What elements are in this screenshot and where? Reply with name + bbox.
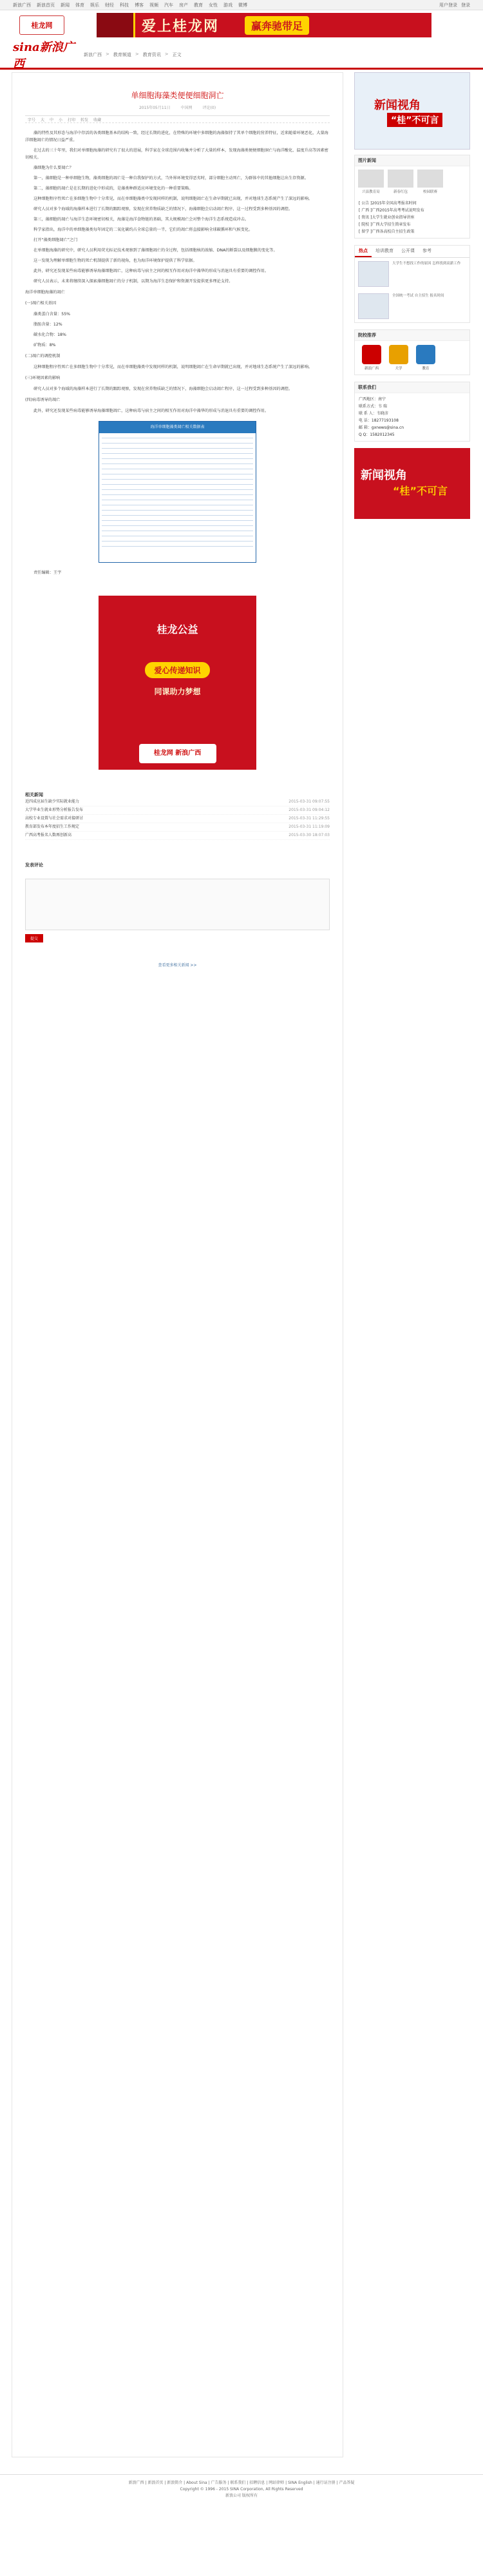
- editor: 责任编辑：王宇: [33, 571, 62, 575]
- related-list: [25, 798, 330, 840]
- box-title: 院校推荐: [355, 330, 469, 341]
- crumb-current: 正文: [172, 52, 182, 57]
- tab-box: [354, 245, 470, 323]
- promo-line-2: “桂”不可言: [387, 113, 442, 127]
- comment-count[interactable]: 评论(0): [202, 106, 216, 110]
- font-large-button[interactable]: 大: [41, 117, 45, 122]
- mini-text[interactable]: 全国统一考试 自主招生 报名时间: [392, 294, 444, 298]
- footer-link[interactable]: SINA English: [288, 2481, 312, 2485]
- box-title: 联系我们: [355, 382, 469, 393]
- font-medium-button[interactable]: 中: [50, 117, 54, 122]
- contact-line: 电 话：18277193108: [359, 418, 399, 423]
- contact-line: 广西地区：南宁: [359, 397, 386, 402]
- paragraph: 研究人员对多个海域的海藻样本进行了长期的跟踪观察，发现在营养物质缺乏的情况下，海藻细胞会启动凋亡程序，这一过程受到多种基因的调控。: [33, 387, 293, 391]
- box-title: 图片新闻: [355, 155, 469, 166]
- section-heading: 海洋单细胞海藻的凋亡: [25, 290, 65, 295]
- school-icon[interactable]: [414, 345, 437, 371]
- related-item[interactable]: [25, 815, 330, 823]
- paragraph: 藻细胞为什么要凋亡？: [33, 166, 73, 170]
- related-item[interactable]: [25, 832, 330, 840]
- more-related-link[interactable]: 查看更多相关新闻 >>: [158, 963, 197, 968]
- photo-news-box: [354, 155, 470, 239]
- list-value: 脂肪含量：12%: [33, 322, 62, 327]
- paragraph: 此外，研究还发现某些病毒能够诱导海藻细胞凋亡，这种病毒与宿主之间的相互作用对海洋中藻华的形成与消退具有重要的调控作用。: [33, 269, 269, 273]
- news-link[interactable]: [ 广西 ]广西2015年高考考试说明发布: [359, 208, 424, 213]
- top-link[interactable]: 游戏: [223, 2, 232, 8]
- mini-image: [358, 293, 389, 319]
- top-link[interactable]: 科技: [120, 2, 129, 8]
- related-item-title[interactable]: 高校专业设置与社会需求对接研讨: [25, 816, 84, 821]
- charity-slogan-2: 同课助力梦想: [154, 687, 201, 696]
- school-box: [354, 329, 470, 375]
- footer-links: 新浪广西 | 新浪首页 | 新浪简介 | About Sina | 广告服务 | 联系我们 | 招聘信息 | 网站律师 | SINA English | 通行证注册 | 产品答疑: [128, 2481, 355, 2485]
- crumb-sep: >: [164, 51, 169, 57]
- related-item-date: 2015-03-31 09:04:12: [289, 808, 330, 812]
- footer-link[interactable]: 网站律师: [269, 2481, 285, 2485]
- mini-item[interactable]: [355, 290, 469, 322]
- top-link[interactable]: 女性: [209, 2, 218, 8]
- related-item-date: 2015-03-31 11:29:55: [289, 816, 330, 821]
- favorite-button[interactable]: 收藏: [93, 117, 102, 122]
- news-link[interactable]: [ 留学 ]广西各高校自主招生政策: [359, 229, 415, 234]
- footer-link[interactable]: 招聘信息: [249, 2481, 265, 2485]
- main-nav: [0, 41, 483, 70]
- school-label: 教育: [422, 367, 430, 371]
- footer-link[interactable]: 产品答疑: [339, 2481, 355, 2485]
- related-item-date: 2015-03-31 09:07:55: [289, 799, 330, 804]
- charity-logo: 桂龙网 新浪广西: [139, 744, 216, 763]
- mini-text[interactable]: 大学生不想找工作的原因 怎样找到高薪工作: [392, 262, 461, 266]
- crumb-news[interactable]: 教育资讯: [142, 52, 161, 57]
- school-label: 大学: [395, 367, 402, 371]
- top-link[interactable]: 新浪广西: [13, 2, 31, 8]
- paragraph: 在单细胞海藻的研究中，研究人员利用荧光标记技术观察到了藻细胞凋亡的全过程，包括细胞核的浓缩、DNA的断裂以及细胞膜的变化等。: [33, 248, 278, 253]
- footer-link[interactable]: 联系我们: [230, 2481, 246, 2485]
- top-link[interactable]: 体育: [75, 2, 84, 8]
- font-size-label: 字号: [28, 117, 36, 122]
- top-link[interactable]: 新闻: [61, 2, 70, 8]
- article-meta: [25, 104, 330, 110]
- ad-image: [97, 13, 135, 37]
- section-heading: (一)凋亡相关基因: [25, 301, 57, 306]
- tab-hot[interactable]: 热点: [355, 246, 372, 257]
- comment-textarea[interactable]: [25, 879, 330, 930]
- footer-link[interactable]: 新浪首页: [147, 2481, 164, 2485]
- crumb-home[interactable]: 新浪广西: [84, 52, 102, 57]
- top-link[interactable]: 财经: [105, 2, 114, 8]
- related-item-title[interactable]: 大学毕业生就业形势分析报告发布: [25, 808, 84, 812]
- related-item-title[interactable]: 教育部发布本年度招生工作规定: [25, 825, 80, 829]
- article-toolbar: [25, 115, 330, 123]
- promo-banner-2[interactable]: [354, 448, 470, 519]
- top-link[interactable]: 视频: [149, 2, 158, 8]
- top-link[interactable]: 娱乐: [90, 2, 99, 8]
- footer-link[interactable]: About Sina: [186, 2481, 207, 2485]
- contact-line: 联 系 人：韦晓彦: [359, 411, 388, 416]
- promo-line-1: 新闻视角: [361, 469, 407, 482]
- print-button[interactable]: 打印: [68, 117, 76, 122]
- paragraph: 第一，藻细胞是一种单细胞生物，藻类细胞的凋亡是一种自我保护的方式，当外界环境变得恶劣时，部分细胞主动死亡，为群体中的其他细胞让出生存资源。: [33, 176, 308, 181]
- news-link[interactable]: [ 资讯 ]大学生就业创业指导讲座: [359, 215, 415, 220]
- top-link[interactable]: 博客: [135, 2, 144, 8]
- promo-line-1: 新闻视角: [374, 99, 421, 112]
- list-value: 碳水化合物：18%: [33, 333, 66, 337]
- ad-title: 爱上桂龙网: [142, 17, 220, 35]
- school-label: 新浪广西: [364, 367, 379, 371]
- paragraph: 第三，藻细胞的凋亡与海洋生态环境密切相关，海藻是海洋食物链的基础，其大规模凋亡会对整个海洋生态系统造成冲击。: [33, 217, 249, 222]
- ad-slogan: 赢奔驰带足: [245, 16, 309, 35]
- list-value: 藻类蛋白含量：55%: [33, 312, 71, 317]
- related-item-date: 2015-03-30 18:07:03: [289, 833, 330, 837]
- school-icon[interactable]: [360, 345, 383, 371]
- contact-line: Q Q：1582012345: [359, 433, 395, 437]
- related-item-title[interactable]: 广西高考报名人数再创新高: [25, 833, 72, 837]
- charity-ad[interactable]: [99, 596, 256, 770]
- crumb-edu[interactable]: 教育频道: [113, 52, 131, 57]
- sina-logo[interactable]: sina新浪广西: [13, 40, 75, 71]
- thumb-label: 新春红包: [393, 190, 408, 194]
- paragraph: 研究人员对多个海域的海藻样本进行了长期的跟踪观察，发现在营养物质缺乏的情况下，海藻细胞会启动凋亡程序，这一过程受到多种基因的调控。: [33, 207, 293, 211]
- tab-reference[interactable]: 参考: [422, 248, 431, 253]
- paragraph: 这种细胞程序性死亡在多细胞生物中十分常见，而在单细胞藻类中发现同样的机制，说明细胞凋亡在生命早期就已出现，并对地球生态系统产生了深远的影响。: [33, 197, 313, 201]
- crumb-sep: >: [135, 51, 139, 57]
- mini-item[interactable]: [355, 258, 469, 290]
- contact-line[interactable]: 邮 箱：gxnews@sina.cn: [359, 425, 404, 430]
- paragraph: 这一发现为理解单细胞生物的死亡机制提供了新的视角，也为海洋环境保护提供了科学依据。: [33, 259, 197, 263]
- article-source[interactable]: 中国网: [180, 106, 193, 110]
- thumb-item[interactable]: [388, 170, 413, 194]
- contact-line: 联系方式：韦 瑞: [359, 404, 387, 409]
- related-item[interactable]: [25, 806, 330, 815]
- font-small-button[interactable]: 小: [59, 117, 63, 122]
- top-bar: [0, 0, 483, 10]
- footer-link[interactable]: 通行证注册: [316, 2481, 336, 2485]
- data-table-image: [99, 421, 256, 563]
- paragraph: 科学家指出，海洋中的单细胞藻类每年固定的二氧化碳约占全球总量的一半，它们的凋亡将直接影响全球碳循环和气候变化。: [33, 228, 253, 232]
- banner-ad[interactable]: [97, 13, 431, 37]
- footer-link[interactable]: 广告服务: [211, 2481, 227, 2485]
- news-link[interactable]: [ 公告 ]2015年全国高考报名时间: [359, 201, 417, 206]
- top-link[interactable]: 微博: [238, 2, 247, 8]
- paragraph: 这种细胞程序性死亡在多细胞生物中十分常见，而在单细胞藻类中发现同样的机制，说明细胞凋亡在生命早期就已出现，并对地球生态系统产生了深远的影响。: [33, 365, 313, 369]
- related-item-title[interactable]: 近四成应届生缺少实际就业能力: [25, 799, 80, 804]
- login-link[interactable]: 用户登录: [439, 2, 457, 8]
- related-title: 相关新闻: [25, 792, 43, 797]
- paragraph: 第二，藻细胞的凋亡是在长期的进化中形成的，是藻类种群适应环境变化的一种重要策略。: [33, 186, 193, 191]
- comment-title: 发表评论: [25, 863, 43, 868]
- related-item[interactable]: [25, 798, 330, 806]
- article-body: [25, 130, 330, 415]
- list-value: 矿物质：8%: [33, 343, 56, 347]
- news-list: [355, 197, 469, 238]
- related-item-date: 2015-03-31 11:19:09: [289, 825, 330, 829]
- section-heading: (四)病毒诱导的凋亡: [25, 398, 61, 402]
- sidebar: [354, 72, 470, 2457]
- news-link[interactable]: [ 院校 ]广西大学招生简章发布: [359, 222, 411, 227]
- top-links: [13, 2, 439, 8]
- mini-image: [358, 261, 389, 287]
- forward-button[interactable]: 转发: [80, 117, 89, 122]
- article-column: [12, 72, 343, 2457]
- thumb-item[interactable]: [417, 170, 443, 194]
- footer-link[interactable]: 新浪简介: [167, 2481, 183, 2485]
- crumb-sep: >: [106, 51, 109, 57]
- contact-box: [354, 382, 470, 442]
- section-heading: (二)凋亡的调控机制: [25, 354, 61, 358]
- paragraph: 此外，研究还发现某些病毒能够诱导海藻细胞凋亡，这种病毒与宿主之间的相互作用对海洋中藻华的形成与消退具有重要的调控作用。: [33, 409, 269, 413]
- top-link[interactable]: 教育: [194, 2, 203, 8]
- footer-link[interactable]: 新浪广西: [128, 2481, 144, 2485]
- thumb-label: 校园联赛: [422, 190, 437, 194]
- figure-caption: 海洋单细胞藻类凋亡相关数据表: [150, 425, 205, 429]
- company: 新浪公司 版权所有: [225, 2493, 258, 2498]
- thumb-item[interactable]: [358, 170, 384, 194]
- subheading: 打开“藻类细胞凋亡”之门: [33, 238, 78, 242]
- promo-banner-1[interactable]: [354, 72, 470, 150]
- article-body-end: [25, 569, 330, 576]
- tab-training[interactable]: 培训教育: [375, 248, 393, 253]
- banner: [0, 12, 483, 39]
- related-item[interactable]: [25, 823, 330, 832]
- school-icon[interactable]: [387, 345, 410, 371]
- section-heading: (三)环境因素的影响: [25, 376, 61, 380]
- tab-open-course[interactable]: 公开课: [401, 248, 415, 253]
- paragraph: 藻的特性及其形态与海洋中存活的各类细胞基本的结构一致，经过长期的进化，在特殊的环境中多细胞的海藻保持了其单个细胞的营养特征，近来随着环境恶化，大量海洋细胞凋亡的情况日益严重。: [25, 131, 328, 142]
- footer: [0, 2474, 483, 2499]
- paragraph: 在过去的三十年里，我们对单细胞海藻的研究有了很大的进展，科学家在全球范围内收集并分析了大量的样本，发现海藻类便便细胞洞亡与海洋酸化、温度升高等因素密切相关。: [25, 148, 328, 160]
- charity-slogan-1: 爱心传递知识: [145, 662, 209, 678]
- comment-submit-button[interactable]: 提交: [25, 934, 43, 942]
- promo-line-2: “桂”不可言: [393, 485, 448, 497]
- charity-title: 桂龙公益: [156, 623, 198, 636]
- paragraph: 研究人员表示，未来将继续深入探索藻细胞凋亡的分子机制，以期为海洋生态保护和资源开发提供更多理论支持。: [33, 279, 233, 284]
- login-button[interactable]: 登录: [461, 2, 470, 8]
- breadcrumb: [84, 52, 182, 58]
- top-link[interactable]: 房产: [179, 2, 188, 8]
- article-title: 单细胞海藻类便便细胞洞亡: [131, 91, 224, 100]
- article-date: 2015年05月11日: [138, 106, 171, 110]
- top-link[interactable]: 新浪首页: [37, 2, 55, 8]
- thumb-label: 兴县教育局: [362, 190, 380, 194]
- copyright: Copyright © 1996 - 2015 SINA Corporation, All Rights Reserved: [180, 2487, 303, 2492]
- top-link[interactable]: 汽车: [164, 2, 173, 8]
- guilong-logo[interactable]: 桂龙网: [19, 15, 64, 35]
